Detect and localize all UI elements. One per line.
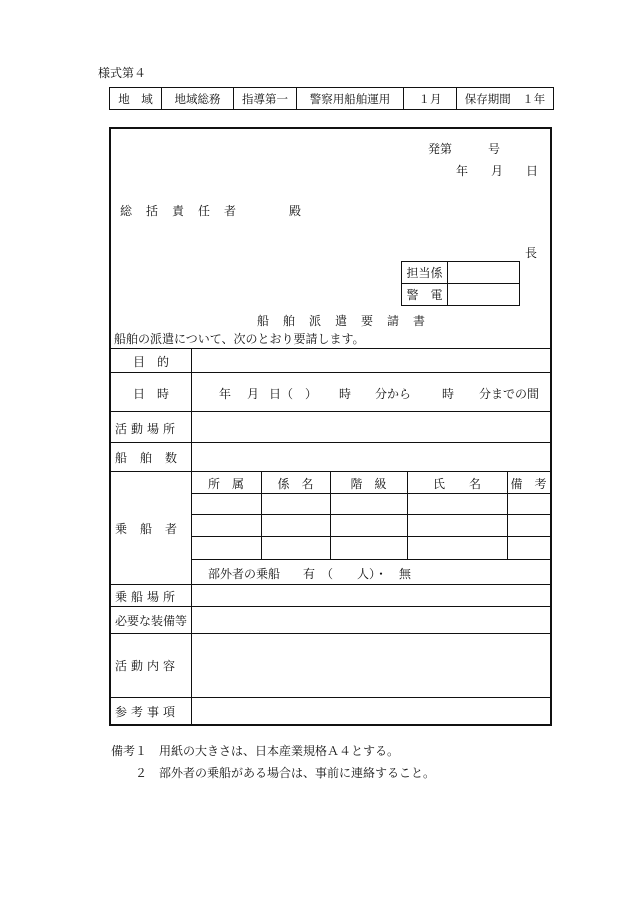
form-title: 船 舶 派 遣 要 請 書 bbox=[257, 314, 427, 328]
remarks-field[interactable] bbox=[192, 698, 550, 724]
intro-text: 船舶の派遣について、次のとおり要請します。 bbox=[114, 332, 365, 346]
contact-person-label: 担当係 bbox=[402, 262, 448, 284]
label-activity-content: 活動内容 bbox=[115, 659, 180, 673]
datetime-minute-from: 分から bbox=[375, 387, 412, 401]
datetime-hour-from: 時 bbox=[339, 387, 352, 401]
form-number: 様式第４ bbox=[98, 66, 147, 80]
contact-person-field[interactable] bbox=[448, 262, 520, 284]
outsider-value: 有 （ 人）・ 無 bbox=[303, 567, 412, 581]
label-equipment: 必要な装備等 bbox=[115, 614, 188, 628]
equipment-field[interactable] bbox=[192, 607, 550, 632]
header-table bbox=[109, 87, 554, 110]
contact-phone-field[interactable] bbox=[448, 284, 520, 306]
note-1: 備考１ 用紙の大きさは、日本産業規格Ａ４とする。 bbox=[111, 744, 400, 758]
header-cell-region: 地 域 bbox=[110, 88, 162, 110]
contact-phone-label: 警 電 bbox=[402, 284, 448, 306]
outsider-label: 部外者の乗船 bbox=[208, 567, 281, 581]
label-datetime: 日 時 bbox=[132, 387, 169, 401]
sender-suffix: 長 bbox=[525, 246, 538, 260]
label-purpose: 目 的 bbox=[132, 355, 169, 369]
date-day: 日 bbox=[526, 164, 539, 178]
header-cell-retention: 保存期間 １年 bbox=[457, 88, 554, 110]
ship-count-field[interactable] bbox=[192, 443, 550, 470]
date-month: 月 bbox=[491, 164, 504, 178]
header-cell-division: 地域総務 bbox=[162, 88, 234, 110]
activity-place-field[interactable] bbox=[192, 412, 550, 441]
crew-col-affiliation: 所 属 bbox=[207, 477, 244, 491]
datetime-hour-to: 時 bbox=[442, 387, 455, 401]
crew-col-notes: 備 考 bbox=[510, 477, 547, 491]
datetime-minute-to: 分までの間 bbox=[479, 387, 540, 401]
datetime-day: 日（ ） bbox=[269, 387, 318, 401]
label-activity-place: 活動場所 bbox=[115, 422, 180, 436]
boarding-place-field[interactable] bbox=[192, 585, 550, 605]
crew-entry-rows[interactable] bbox=[192, 494, 550, 558]
datetime-field[interactable] bbox=[192, 373, 550, 410]
header-cell-month: １月 bbox=[404, 88, 457, 110]
notes bbox=[111, 740, 435, 784]
datetime-month: 月 bbox=[247, 387, 260, 401]
label-ship-count: 船舶数 bbox=[115, 451, 191, 465]
note-2: ２ 部外者の乗船がある場合は、事前に連絡すること。 bbox=[111, 766, 436, 780]
label-boarding-place: 乗船場所 bbox=[115, 590, 180, 604]
purpose-field[interactable] bbox=[192, 349, 550, 371]
activity-content-field[interactable] bbox=[192, 634, 550, 696]
crew-col-section: 係 名 bbox=[277, 477, 314, 491]
addressee: 総 括 責 任 者 bbox=[120, 204, 238, 218]
issue-number: 発第 号 bbox=[428, 142, 501, 156]
label-crew: 乗船者 bbox=[115, 522, 191, 536]
header-cell-section: 指導第一 bbox=[234, 88, 297, 110]
crew-col-name: 氏 名 bbox=[432, 477, 481, 491]
honorific: 殿 bbox=[289, 204, 302, 218]
datetime-year: 年 bbox=[219, 387, 232, 401]
crew-col-rank: 階 級 bbox=[350, 477, 387, 491]
label-remarks: 参考事項 bbox=[115, 705, 180, 719]
date-year: 年 bbox=[456, 164, 469, 178]
request-form bbox=[109, 127, 552, 726]
contact-box bbox=[401, 261, 520, 306]
header-cell-subject: 警察用船舶運用 bbox=[297, 88, 404, 110]
